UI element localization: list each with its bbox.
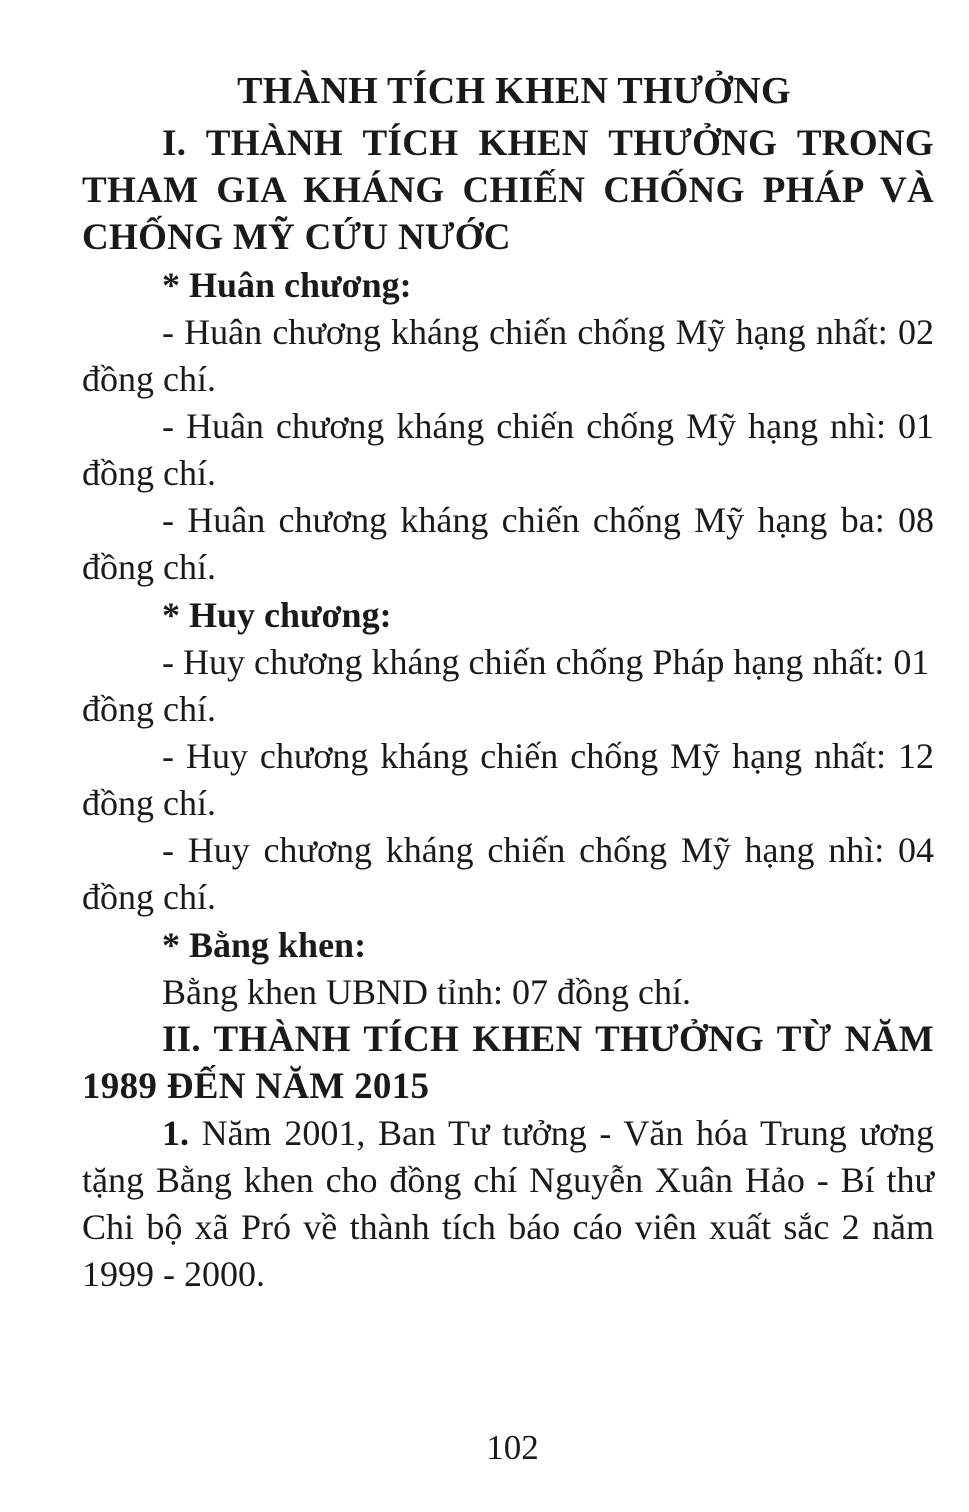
- page-number: 102: [486, 1428, 539, 1467]
- group-heading-bang-khen: * Bằng khen:: [162, 925, 367, 965]
- entry-text: Năm 2001, Ban Tư tưởng - Văn hóa Trung ương tặng Bằng khen cho đồng chí Nguyễn Xuân Hảo - Bí thư Chi bộ xã Pró về thành tích báo cáo viên xuất sắc 2 năm 1999 - 2000.: [82, 1113, 934, 1294]
- group-heading-huan-chuong: * Huân chương:: [162, 265, 412, 305]
- group-heading-huy-chuong: * Huy chương:: [162, 595, 392, 635]
- section-1-heading: I. THÀNH TÍCH KHEN THƯỞNG TRONG THAM GIA KHÁNG CHIẾN CHỐNG PHÁP VÀ CHỐNG MỸ CỨU NƯỚC: [82, 123, 934, 258]
- list-item: - Huy chương kháng chiến chống Mỹ hạng nhất: 12 đồng chí.: [82, 736, 934, 823]
- section-2-heading: II. THÀNH TÍCH KHEN THƯỞNG TỪ NĂM 1989 ĐẾN NĂM 2015: [82, 1019, 934, 1107]
- list-item: - Huân chương kháng chiến chống Mỹ hạng ba: 08 đồng chí.: [82, 500, 934, 587]
- medal-group-bang-khen: [82, 921, 934, 1016]
- list-item: Bằng khen UBND tỉnh: 07 đồng chí.: [162, 972, 691, 1012]
- list-item: - Huân chương kháng chiến chống Mỹ hạng nhất: 02 đồng chí.: [82, 312, 934, 399]
- list-item: - Huy chương kháng chiến chống Mỹ hạng nhì: 04 đồng chí.: [82, 830, 934, 917]
- medal-group-huan-chuong: [82, 261, 934, 591]
- page-title: THÀNH TÍCH KHEN THƯỞNG: [237, 70, 791, 112]
- document-page: [82, 62, 934, 1298]
- award-entry: [82, 1110, 934, 1298]
- entry-number: 1.: [162, 1113, 189, 1153]
- list-item: - Huy chương kháng chiến chống Pháp hạng nhất: 01 đồng chí.: [82, 642, 930, 729]
- list-item: - Huân chương kháng chiến chống Mỹ hạng nhì: 01 đồng chí.: [82, 406, 934, 493]
- medal-group-huy-chuong: [82, 591, 934, 921]
